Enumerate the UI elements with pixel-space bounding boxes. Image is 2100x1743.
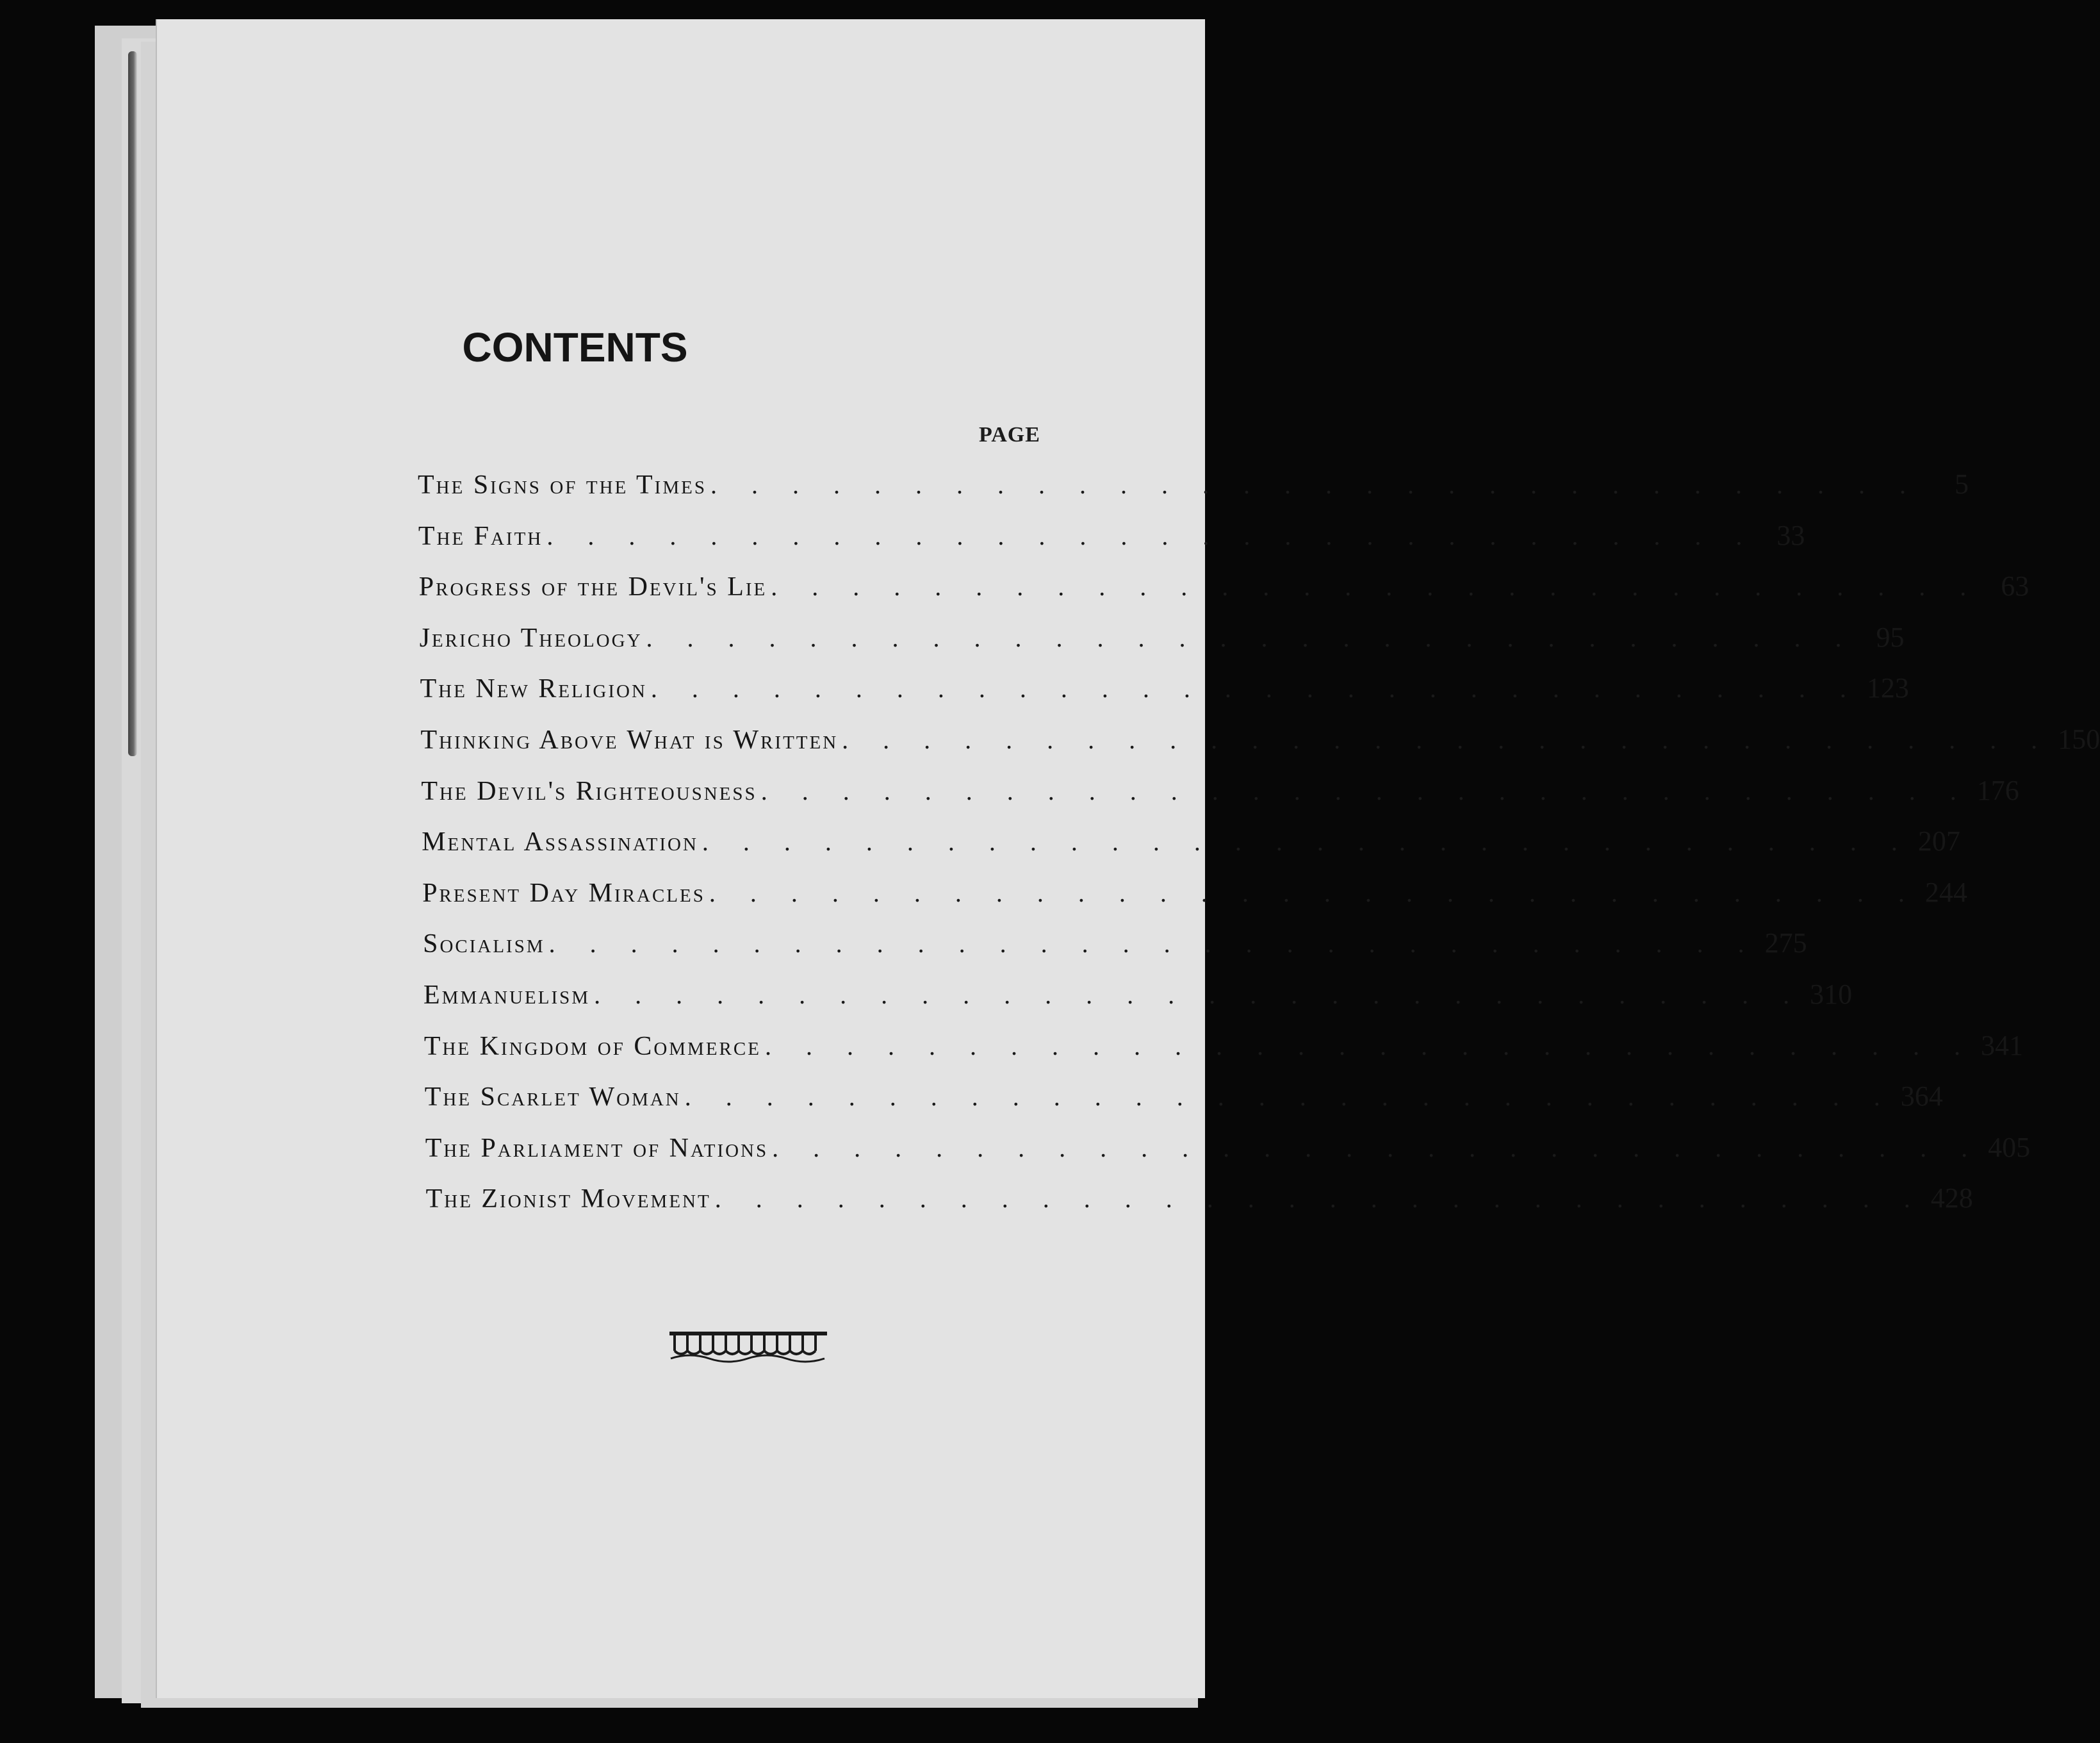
toc-entry-page-number: 405 — [1988, 1131, 2031, 1163]
toc-leader-dots: . . . . . . . . . . . . . . . . . . . . . . . . . . . . . . — [546, 521, 1757, 550]
toc-entry — [425, 1182, 1973, 1233]
toc-entry-page-number: 176 — [1976, 774, 2019, 806]
toc-entry — [422, 876, 1967, 927]
toc-entry-title: The Scarlet Woman — [424, 1082, 681, 1112]
toc-entry-title: Jericho Theology — [419, 623, 643, 653]
toc-entry-title: The Signs of the Times — [418, 470, 707, 500]
toc-entry-page-number: 341 — [1980, 1029, 2023, 1061]
page-column-label: PAGE — [979, 423, 1040, 447]
toc-entry-page-number: 275 — [1764, 927, 1807, 959]
toc-leader-dots: . . . . . . . . . . . . . . . . . . . . . . . . . . . . . . — [646, 623, 1856, 652]
toc-leader-dots: . . . . . . . . . . . . . . . . . . . . . . . . . . . . . . — [701, 827, 1912, 857]
toc-entry — [424, 1080, 1943, 1131]
toc-entry-title: The Devil's Righteousness — [421, 776, 757, 806]
toc-entry-title: Emmanuelism — [423, 980, 591, 1010]
toc-entry — [423, 927, 1807, 978]
toc-entry-title: Thinking Above What is Written — [420, 725, 839, 755]
toc-leader-dots: . . . . . . . . . . . . . . . . . . . . . . . . . . . . . . — [710, 470, 1920, 499]
toc-entry — [418, 519, 1805, 570]
toc-entry-page-number: 33 — [1776, 519, 1805, 551]
toc-entry — [423, 1029, 2023, 1080]
toc-entry-page-number: 5 — [1954, 468, 1969, 500]
toc-entry — [421, 774, 2019, 825]
toc-entry — [420, 672, 1909, 723]
toc-entry — [420, 723, 2100, 774]
toc-entry-page-number: 244 — [1924, 876, 1967, 908]
toc-entry-page-number: 364 — [1900, 1080, 1943, 1112]
book-spine-shadow — [128, 51, 137, 756]
toc-leader-dots: . . . . . . . . . . . . . . . . . . . . . . . . . . . . . . — [714, 1184, 1924, 1214]
toc-leader-dots: . . . . . . . . . . . . . . . . . . . . . . . . . . . . . . — [709, 878, 1919, 907]
toc-entry — [419, 621, 1905, 672]
toc-entry-page-number: 123 — [1866, 672, 1909, 704]
toc-entry-page-number: 95 — [1876, 621, 1905, 653]
toc-leader-dots: . . . . . . . . . . . . . . . . . . . . . . . . . . . . . . — [684, 1082, 1894, 1112]
toc-entry-title: The New Religion — [420, 674, 647, 704]
toc-entry — [418, 468, 1969, 519]
toc-entry-title: The Faith — [418, 521, 543, 551]
toc-entry-page-number: 310 — [1810, 978, 1853, 1010]
toc-entry — [425, 1131, 2031, 1182]
toc-entry-title: Mental Assassination — [422, 827, 698, 857]
toc-leader-dots: . . . . . . . . . . . . . . . . . . . . . . . . . . . . . . — [771, 572, 1981, 602]
toc-leader-dots: . . . . . . . . . . . . . . . . . . . . . . . . . . . . . . — [594, 980, 1804, 1009]
toc-entry-title: Present Day Miracles — [422, 878, 705, 908]
page-title: CONTENTS — [462, 324, 688, 370]
toc-entry — [423, 978, 1853, 1029]
toc-leader-dots: . . . . . . . . . . . . . . . . . . . . . . . . . . . . . . — [548, 929, 1759, 959]
toc-leader-dots: . . . . . . . . . . . . . . . . . . . . . . . . . . . . . . — [772, 1133, 1982, 1162]
toc-entry-title: The Kingdom of Commerce — [423, 1031, 761, 1061]
toc-entry-page-number: 428 — [1930, 1182, 1973, 1214]
toc-entry-title: Socialism — [423, 929, 545, 959]
toc-leader-dots: . . . . . . . . . . . . . . . . . . . . . . . . . . . . . . — [764, 1031, 1974, 1061]
toc-entry-page-number: 150 — [2058, 723, 2100, 755]
toc-entry — [422, 825, 1960, 876]
toc-entry-title: The Zionist Movement — [425, 1184, 711, 1214]
toc-leader-dots: . . . . . . . . . . . . . . . . . . . . . . . . . . . . . . — [842, 725, 2052, 754]
toc-entry-page-number: 207 — [1917, 825, 1960, 857]
toc-entry-title: Progress of the Devil's Lie — [418, 572, 767, 602]
table-of-contents — [418, 468, 2100, 1233]
toc-entry — [418, 570, 2030, 621]
decorative-tailpiece-icon — [668, 1329, 828, 1365]
toc-entry-page-number: 63 — [2001, 570, 2030, 602]
toc-leader-dots: . . . . . . . . . . . . . . . . . . . . . . . . . . . . . . — [650, 674, 1860, 704]
toc-entry-title: The Parliament of Nations — [425, 1133, 769, 1163]
toc-leader-dots: . . . . . . . . . . . . . . . . . . . . . . . . . . . . . . — [760, 776, 1971, 805]
